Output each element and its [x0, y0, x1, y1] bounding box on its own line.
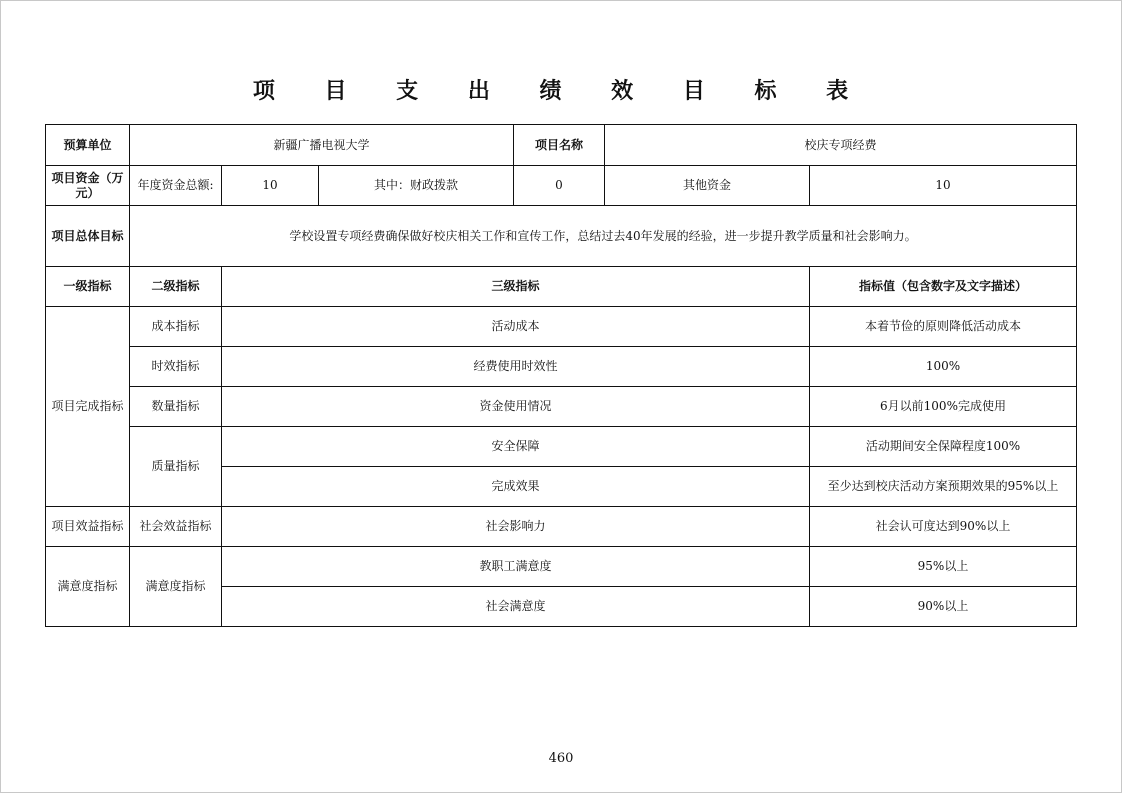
indicator-cell: 经费使用时效性: [222, 347, 810, 387]
subgroup-quality: 质量指标: [130, 427, 222, 507]
group-benefit: 项目效益指标: [46, 507, 130, 547]
fiscal-allocation-label: 其中：财政拨款: [319, 166, 514, 206]
subgroup-time: 时效指标: [130, 347, 222, 387]
indicator-cell: 资金使用情况: [222, 387, 810, 427]
table-row: [46, 307, 1077, 347]
level3-header: 三级指标: [222, 267, 810, 307]
annual-total-value: 10: [222, 166, 319, 206]
subgroup-cost: 成本指标: [130, 307, 222, 347]
value-cell: 至少达到校庆活动方案预期效果的95%以上: [810, 467, 1077, 507]
indicator-cell: 完成效果: [222, 467, 810, 507]
page-number: 460: [548, 751, 574, 766]
subgroup-social: 社会效益指标: [130, 507, 222, 547]
project-name-label: 项目名称: [514, 125, 605, 166]
page-title: 项 目 支 出 绩 效 目 标 表: [252, 79, 870, 104]
level2-header: 二级指标: [130, 267, 222, 307]
value-cell: 95%以上: [810, 547, 1077, 587]
group-satisfaction: 满意度指标: [46, 547, 130, 627]
other-funds-label: 其他资金: [605, 166, 810, 206]
level1-header: 一级指标: [46, 267, 130, 307]
indicator-cell: 教职工满意度: [222, 547, 810, 587]
fiscal-allocation-value: 0: [514, 166, 605, 206]
indicator-cell: 社会影响力: [222, 507, 810, 547]
header-row: [46, 267, 1077, 307]
value-cell: 社会认可度达到90%以上: [810, 507, 1077, 547]
value-header: 指标值（包含数字及文字描述）: [810, 267, 1077, 307]
table-row: [46, 347, 1077, 387]
indicator-cell: 社会满意度: [222, 587, 810, 627]
indicator-cell: 安全保障: [222, 427, 810, 467]
value-cell: 本着节俭的原则降低活动成本: [810, 307, 1077, 347]
table-row: [46, 547, 1077, 587]
budget-unit-value: 新疆广播电视大学: [130, 125, 514, 166]
value-cell: 90%以上: [810, 587, 1077, 627]
annual-total-label: 年度资金总额:: [130, 166, 222, 206]
value-cell: 6月以前100%完成使用: [810, 387, 1077, 427]
other-funds-value: 10: [810, 166, 1077, 206]
budget-unit-label: 预算单位: [46, 125, 130, 166]
overall-goal-label: 项目总体目标: [46, 206, 130, 267]
overall-goal-row: [46, 206, 1077, 267]
performance-target-table: [45, 124, 1077, 627]
group-completion: 项目完成指标: [46, 307, 130, 507]
overall-goal-text: 学校设置专项经费确保做好校庆相关工作和宣传工作，总结过去40年发展的经验，进一步提升教学质量和社会影响力。: [130, 206, 1077, 267]
value-cell: 活动期间安全保障程度100%: [810, 427, 1077, 467]
subgroup-satisfaction: 满意度指标: [130, 547, 222, 627]
project-funds-row: [46, 166, 1077, 206]
value-cell: 100%: [810, 347, 1077, 387]
budget-unit-row: [46, 125, 1077, 166]
project-funds-label: 项目资金（万元）: [46, 166, 130, 206]
table-row: [46, 427, 1077, 467]
indicator-cell: 活动成本: [222, 307, 810, 347]
subgroup-quantity: 数量指标: [130, 387, 222, 427]
table-row: [46, 387, 1077, 427]
table-row: [46, 507, 1077, 547]
project-name-value: 校庆专项经费: [605, 125, 1077, 166]
